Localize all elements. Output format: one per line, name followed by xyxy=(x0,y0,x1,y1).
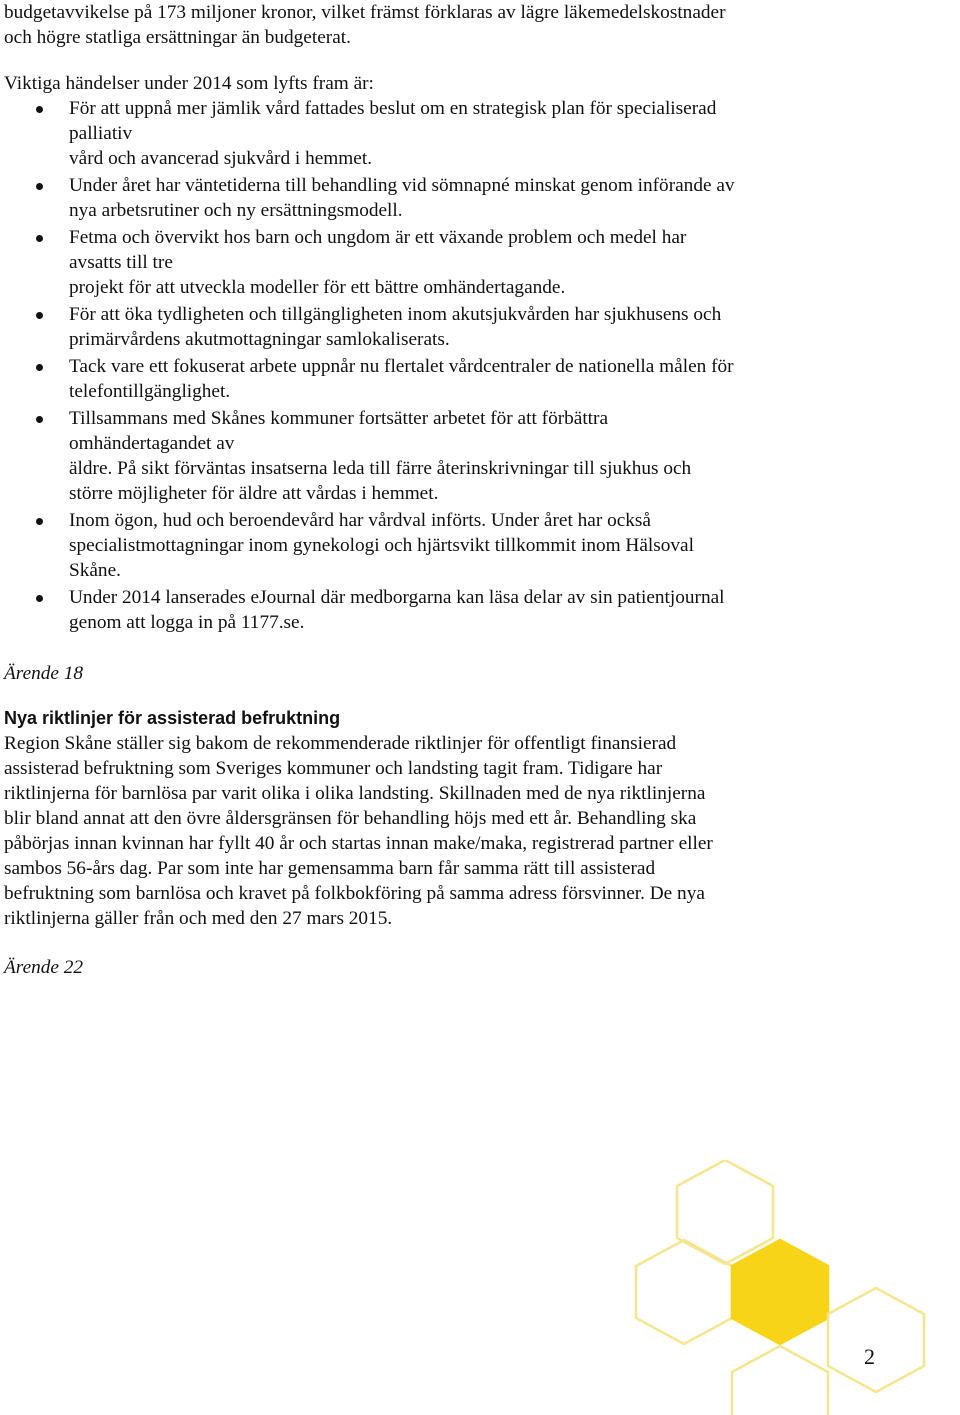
bullet-icon xyxy=(36,235,43,242)
list-item xyxy=(0,585,960,635)
list-item xyxy=(0,302,960,352)
honeycomb-decoration xyxy=(600,1160,960,1415)
list-item xyxy=(0,225,960,300)
list-item xyxy=(0,96,960,171)
hexagon-outline-left xyxy=(636,1240,732,1344)
list-item-text: Tack vare ett fokuserat arbete uppnår nu flertalet vårdcentraler de nationella målen för xyxy=(69,356,734,377)
intro-line: och högre statliga ersättningar än budgeterat. xyxy=(4,27,351,48)
highlights-intro: Viktiga händelser under 2014 som lyfts fram är: xyxy=(4,73,374,94)
list-item-text: specialistmottagningar inom gynekologi och hjärtsvikt tillkommit inom Hälsoval xyxy=(69,535,694,556)
bullet-icon xyxy=(36,106,43,113)
arende-22-label: Ärende 22 xyxy=(4,957,84,978)
bullet-icon xyxy=(36,595,43,602)
list-item-text: projekt för att utveckla modeller för ett bättre omhändertagande. xyxy=(69,277,566,298)
bullet-icon xyxy=(36,312,43,319)
list-item-text: Tillsammans med Skånes kommuner fortsätter arbetet för att förbättra xyxy=(69,408,609,429)
paragraph-line: Region Skåne ställer sig bakom de rekommenderade riktlinjer för offentligt finansierad xyxy=(4,733,677,754)
list-item-text: primärvårdens akutmottagningar samlokaliserats. xyxy=(69,329,450,350)
paragraph-line: befruktning som barnlösa och kravet på folkbokföring på samma adress försvinner. De nya xyxy=(4,883,705,904)
list-item-text: genom att logga in på 1177.se. xyxy=(69,612,305,633)
paragraph-line: riktlinjerna för barnlösa par varit olika i olika landsting. Skillnaden med de nya riktlinjerna xyxy=(4,783,706,804)
list-item-text: Skåne. xyxy=(69,560,121,581)
list-item xyxy=(0,508,960,583)
hexagon-outline-right xyxy=(828,1288,924,1392)
list-item-text: nya arbetsrutiner och ny ersättningsmodell. xyxy=(69,200,403,221)
hexagon-outline-bottom xyxy=(732,1346,828,1415)
highlights-list xyxy=(0,96,960,637)
paragraph-line: assisterad befruktning som Sveriges kommuner och landsting tagit fram. Tidigare har xyxy=(4,758,663,779)
arende-18-label: Ärende 18 xyxy=(4,663,84,684)
bullet-icon xyxy=(36,416,43,423)
list-item-text: omhändertagandet av xyxy=(69,433,235,454)
list-item-text: Under året har väntetiderna till behandling vid sömnapné minskat genom införande av xyxy=(69,175,735,196)
section-paragraph xyxy=(4,731,713,931)
list-item xyxy=(0,406,960,506)
page-number: 2 xyxy=(864,1344,875,1369)
list-item-text: För att uppnå mer jämlik vård fattades beslut om en strategisk plan för specialiserad xyxy=(69,98,717,119)
list-item-text: telefontillgänglighet. xyxy=(69,381,231,402)
list-item-text: avsatts till tre xyxy=(69,252,173,273)
hexagon-outline-top xyxy=(677,1160,773,1264)
bullet-icon xyxy=(36,364,43,371)
paragraph-line: riktlinjerna gäller från och med den 27 mars 2015. xyxy=(4,908,393,929)
intro-line: budgetavvikelse på 173 miljoner kronor, vilket främst förklaras av lägre läkemedelskostnader xyxy=(4,2,726,23)
list-item-text: vård och avancerad sjukvård i hemmet. xyxy=(69,148,373,169)
section-heading: Nya riktlinjer för assisterad befruktning xyxy=(4,708,341,728)
paragraph-line: påbörjas innan kvinnan har fyllt 40 år och startas innan make/maka, registrerad partner eller xyxy=(4,833,713,854)
list-item-text: För att öka tydligheten och tillgängligheten inom akutsjukvården har sjukhusens och xyxy=(69,304,722,325)
list-item xyxy=(0,354,960,404)
list-item-text: större möjligheter för äldre att vårdas i hemmet. xyxy=(69,483,439,504)
list-item-text: äldre. På sikt förväntas insatserna leda till färre återinskrivningar till sjukhus och xyxy=(69,458,692,479)
paragraph-line: blir bland annat att den övre åldersgränsen för behandling höjs med ett år. Behandling ska xyxy=(4,808,697,829)
list-item-text: Inom ögon, hud och beroendevård har vårdval införts. Under året har också xyxy=(69,510,651,531)
hexagon-filled xyxy=(732,1240,828,1344)
paragraph-line: sambos 56-års dag. Par som inte har gemensamma barn får samma rätt till assisterad xyxy=(4,858,656,879)
list-item-text: palliativ xyxy=(69,123,133,144)
bullet-icon xyxy=(36,518,43,525)
list-item-text: Under 2014 lanserades eJournal där medborgarna kan läsa delar av sin patientjournal xyxy=(69,587,725,608)
list-item xyxy=(0,173,960,223)
bullet-icon xyxy=(36,183,43,190)
list-item-text: Fetma och övervikt hos barn och ungdom är ett växande problem och medel har xyxy=(69,227,687,248)
